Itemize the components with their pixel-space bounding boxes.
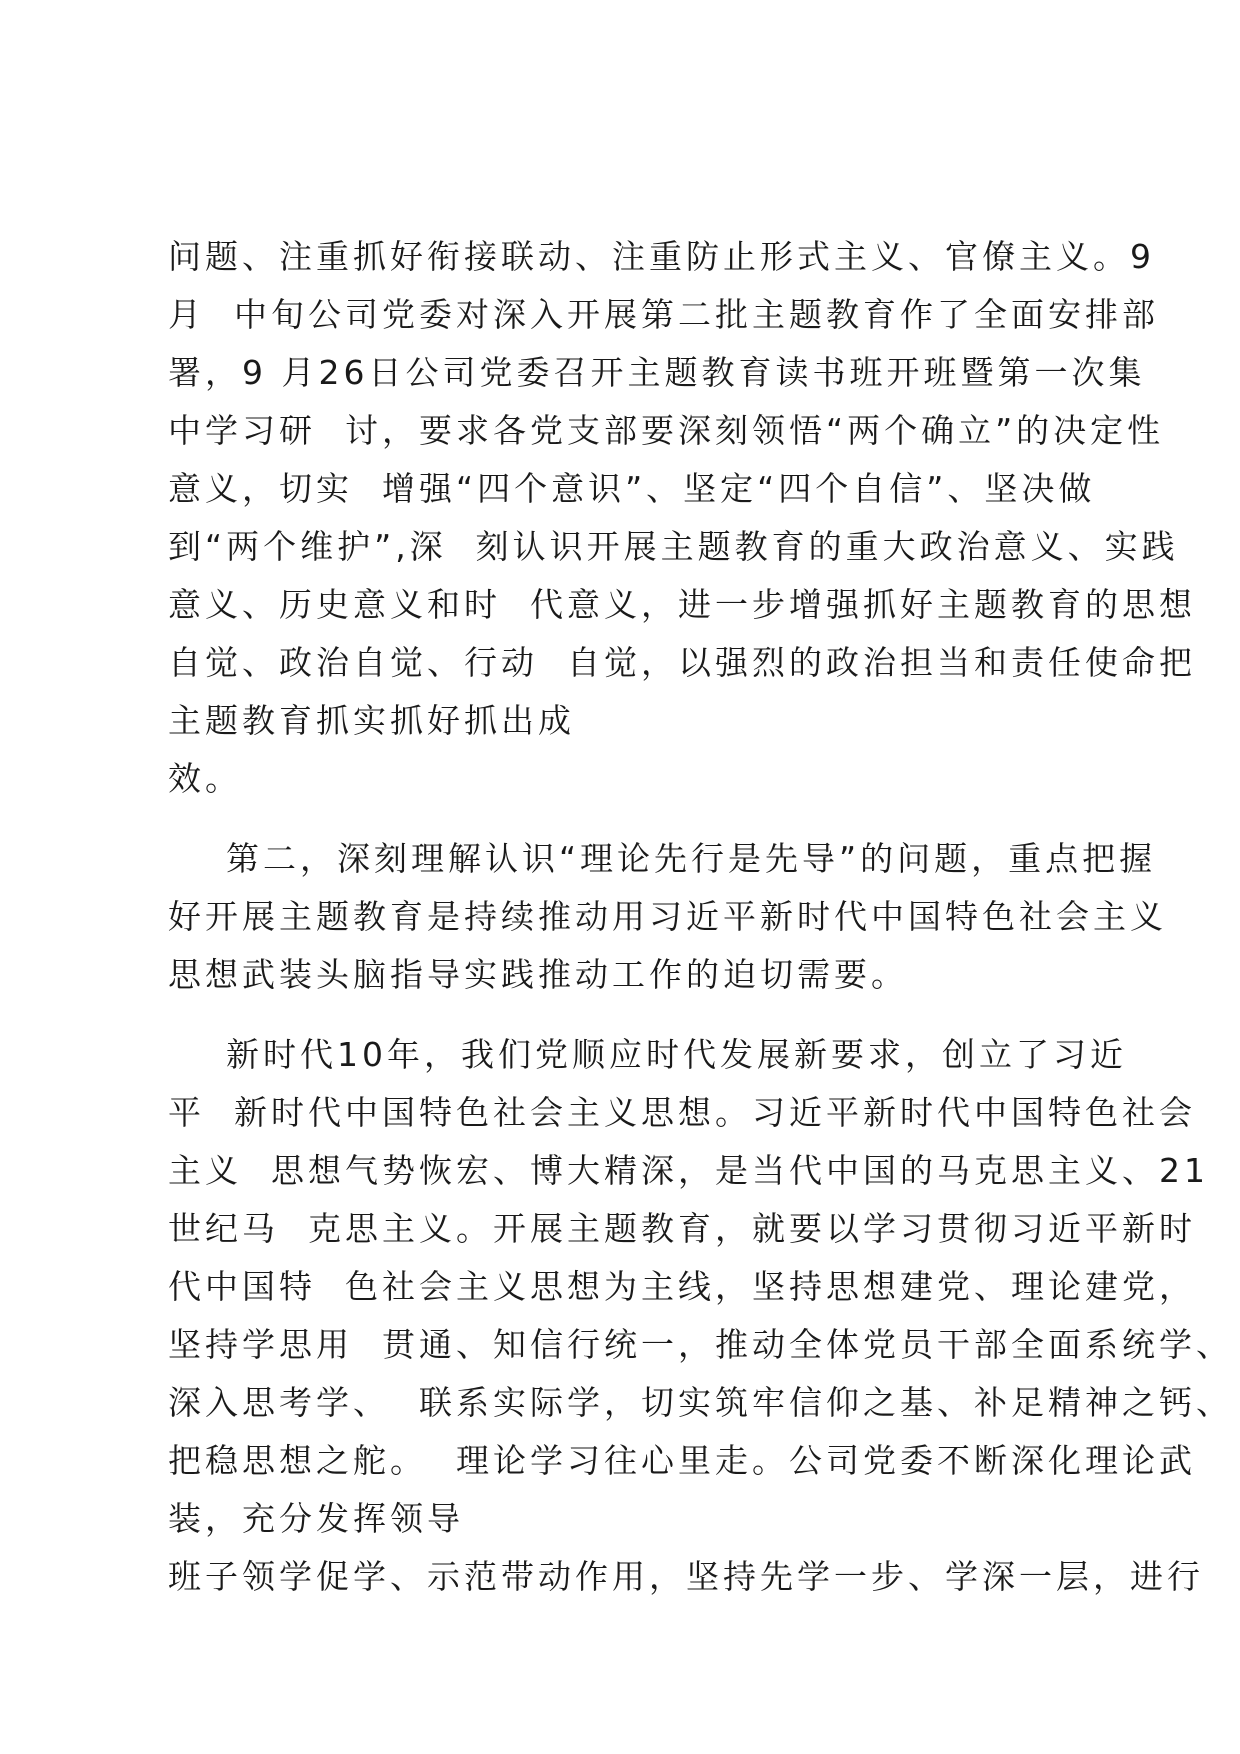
text-line: 问题、注重抓好衔接联动、注重防止形式主义、官僚主义。9	[168, 237, 1155, 276]
paragraph-spacer	[168, 1004, 1088, 1026]
text-line: 世纪马 克思主义。开展主题教育，就要以学习贯彻习近平新时	[168, 1209, 1196, 1248]
text-line: 自觉、政治自觉、行动 自觉，以强烈的政治担当和责任使命把	[168, 643, 1196, 682]
text-line: 好开展主题教育是持续推动用习近平新时代中国特色社会主义	[168, 897, 1167, 936]
text-line: 装，充分发挥领导	[168, 1499, 464, 1538]
text-line: 主义 思想气势恢宏、博大精深，是当代中国的马克思主义、21	[168, 1151, 1209, 1190]
text-line: 月 中旬公司党委对深入开展第二批主题教育作了全面安排部	[168, 295, 1159, 334]
text-line: 主题教育抓实抓好抓出成	[168, 701, 575, 740]
body-text	[168, 228, 1233, 1606]
text-line: 坚持学思用 贯通、知信行统一，推动全体党员干部全面系统学、	[168, 1325, 1233, 1364]
text-line: 效。	[168, 759, 242, 798]
text-line: 班子领学促学、示范带动作用，坚持先学一步、学深一层，进行	[168, 1557, 1204, 1596]
paragraph-3	[168, 1026, 1233, 1606]
paragraph-1	[168, 228, 1196, 808]
text-line: 第二，深刻理解认识“理论先行是先导”的问题，重点把握	[168, 839, 1157, 878]
paragraph-2	[168, 830, 1167, 1004]
text-line: 新时代10年，我们党顺应时代发展新要求，创立了习近	[168, 1035, 1127, 1074]
text-line: 署，9 月26日公司党委召开主题教育读书班开班暨第一次集	[168, 353, 1146, 392]
text-line: 把稳思想之舵。 理论学习往心里走。公司党委不断深化理论武	[168, 1441, 1196, 1480]
text-line: 意义，切实 增强“四个意识”、坚定“四个自信”、坚决做	[168, 469, 1096, 508]
text-line: 代中国特 色社会主义思想为主线，坚持思想建党、理论建党，	[168, 1267, 1196, 1306]
paragraph-spacer	[168, 808, 1088, 830]
text-line: 中学习研 讨，要求各党支部要深刻领悟“两个确立”的决定性	[168, 411, 1165, 450]
text-line: 到“两个维护”,深 刻认识开展主题教育的重大政治意义、实践	[168, 527, 1179, 566]
text-line: 思想武装头脑指导实践推动工作的迫切需要。	[168, 955, 908, 994]
text-line: 意义、历史意义和时 代意义，进一步增强抓好主题教育的思想	[168, 585, 1196, 624]
text-line: 平 新时代中国特色社会主义思想。习近平新时代中国特色社会	[168, 1093, 1196, 1132]
text-line: 深入思考学、 联系实际学，切实筑牢信仰之基、补足精神之钙、	[168, 1383, 1233, 1422]
